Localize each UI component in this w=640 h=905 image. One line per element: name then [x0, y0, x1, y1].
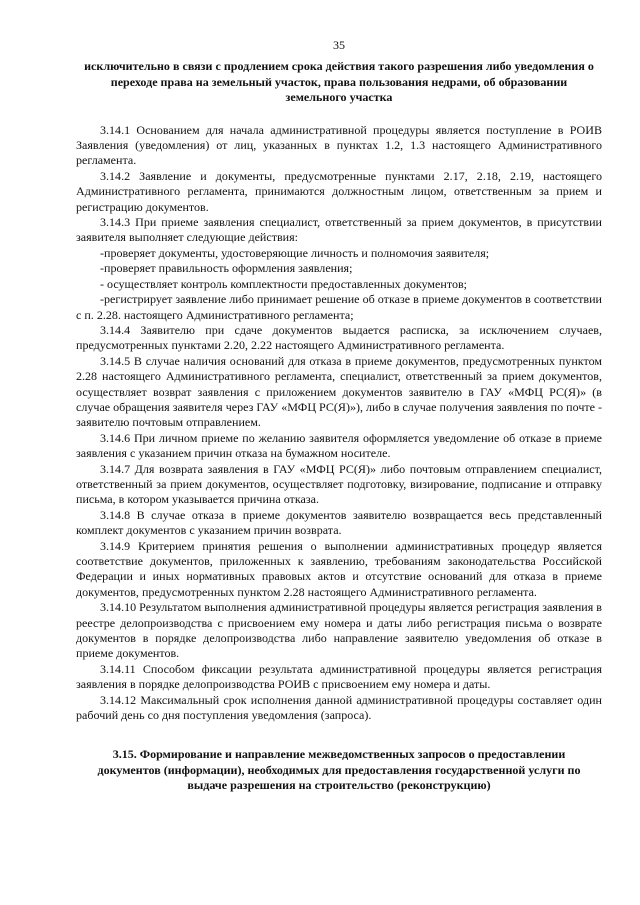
- paragraph-3-14-7: 3.14.7 Для возврата заявления в ГАУ «МФЦ РС(Я)» либо почтовым отправлением специалист, ответственный за прием документов, осуществляет подготовку, визирование, подписание и отправку письма, в котором указывается причина отказа.: [76, 461, 602, 507]
- section-heading-3-15: 3.15. Формирование и направление межведомственных запросов о предоставлении документов (информации), необходимых для предоставления государственной услуги по выдаче разрешения на строительство (реконструкцию): [97, 747, 581, 793]
- paragraph-3-14-12: 3.14.12 Максимальный срок исполнения данной административной процедуры составляет один рабочий день со дня поступления уведомления (запроса).: [76, 692, 602, 723]
- paragraph-3-14-10: 3.14.10 Результатом выполнения административной процедуры является регистрация заявления в реестре делопроизводства с присвоением ему номера и даты либо регистрация письма о возврате документов в порядке делопроизводства либо направление заявителю уведомления об отказе в приеме документов.: [76, 600, 602, 661]
- paragraph-3-14-5: 3.14.5 В случае наличия оснований для отказа в приеме документов, предусмотренных пунктом 2.28 настоящего Административного регламента, специалист, ответственный за прием документов, осуществляет возврат заявления с приложением документов заявителю в ГАУ «МФЦ РС(Я)» (в случае обращения заявителя через ГАУ «МФЦ РС(Я)»), либо в случае получения заявления по почте - заявителю почтовым отправлением.: [76, 353, 603, 430]
- list-item-check-completeness: - осуществляет контроль комплектности предоставленных документов;: [100, 276, 468, 291]
- paragraph-3-14-1: 3.14.1 Основанием для начала административной процедуры является поступление в РОИВ Заявления (уведомления) от лиц, указанных в пунктах 1.2, 1.3 настоящего Административного регламента.: [76, 122, 602, 168]
- paragraph-3-14-2: 3.14.2 Заявление и документы, предусмотренные пунктами 2.17, 2.18, 2.19, настоящего Административного регламента, принимаются должностным лицом, ответственным за прием и регистрацию документов.: [76, 168, 602, 214]
- list-item-check-identity: -проверяет документы, удостоверяющие личность и полномочия заявителя;: [100, 245, 490, 260]
- paragraph-3-14-3: 3.14.3 При приеме заявления специалист, ответственный за прием документов, в присутствии заявителя выполняет следующие действия:: [76, 215, 602, 245]
- paragraph-3-14-6: 3.14.6 При личном приеме по желанию заявителя оформляется уведомление об отказе в приеме заявления с указанием причин отказа на бумажном носителе.: [76, 430, 602, 461]
- list-item-check-form: -проверяет правильность оформления заявления;: [100, 261, 353, 276]
- section-3-14-body: [76, 123, 602, 724]
- list-item-register-or-refuse: -регистрирует заявление либо принимает решение об отказе в приеме документов в соответствии с п. 2.28. настоящего Административного регламента;: [76, 292, 602, 322]
- page-number: 35: [332, 38, 346, 52]
- section-heading-continued: исключительно в связи с продлением срока действия такого разрешения либо уведомления о переходе права на земельный участок, права пользования недрами, об образовании земельного участка: [84, 59, 594, 105]
- paragraph-3-14-11: 3.14.11 Способом фиксации результата административной процедуры является регистрация заявления в порядке делопроизводства РОИВ с присвоением ему номера и даты.: [76, 661, 602, 692]
- paragraph-3-14-8: 3.14.8 В случае отказа в приеме документов заявителю возвращается весь представленный комплект документов с указанием причин возврата.: [76, 507, 602, 538]
- paragraph-3-14-4: 3.14.4 Заявителю при сдаче документов выдается расписка, за исключением случаев, предусмотренных пунктами 2.20, 2.22 настоящего Административного регламента.: [76, 322, 602, 353]
- paragraph-3-14-9: 3.14.9 Критерием принятия решения о выполнении административных процедур является соответствие документов, приложенных к заявлению, требованиям законодательства Российской Федерации и иных нормативных правовых актов и отсутствие оснований для отказа в приеме документов, предусмотренных пунктом 2.28 настоящего Административного регламента.: [76, 538, 602, 599]
